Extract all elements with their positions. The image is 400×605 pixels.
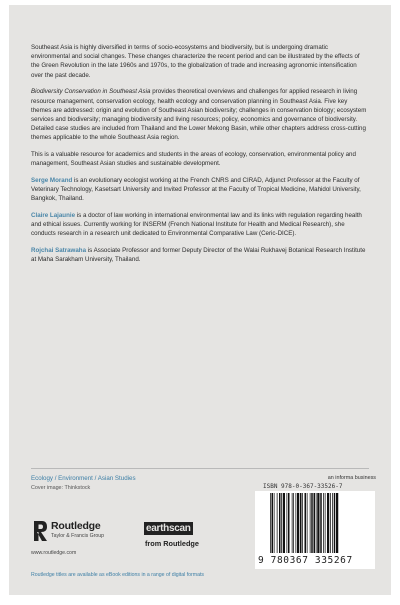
isbn-label: ISBN 978-0-367-33526-7 [263,483,343,490]
barcode-bar [314,493,316,553]
earthscan-logo [144,522,208,554]
barcode-bar [270,493,271,553]
barcode-bar [334,493,336,553]
back-cover [9,5,391,595]
barcode-area [255,475,376,573]
barcode-bar [300,493,302,553]
barcode-bar [281,493,282,553]
imprint-wordmark: earthscan [146,523,191,534]
barcode-bar [293,493,294,553]
publisher-url: www.routledge.com [31,550,77,556]
barcode-bar [274,493,275,553]
description-paragraph-2 [31,87,367,142]
barcode-bar [283,493,285,553]
barcode-bar [332,493,333,553]
barcode-bar [316,493,317,553]
subject-categories: Ecology / Environment / Asian Studies [31,475,136,482]
author-name: Rojchai Satrawaha [31,247,87,255]
barcode-bar [325,493,326,553]
description-paragraph-1: Southeast Asia is highly diversified in terms of socio-ecosystems and biodiversity, but is undergoing dramatic environmental and social changes. These changes characterize the recent period and can be illustrated by the effects of the Green Revolution in the late 1960s and 1970s, to the globalization of trade and increasing agronomic intensification over the past decade. [31,44,360,79]
description-block [31,43,367,272]
barcode-bar [272,493,274,553]
description-paragraph-2-text: provides theoretical overviews and challenges for applied research in living resource management, conservation ecology, health ecology and conservation planning in Southeast Asia. Five key themes are addressed: origin and evolution of Southeast Asian biodiversity; challenges in conservation biology; ecosystem services and biodiversity; managing biodiversity and living resources; policy, economics and governance of biodiversity. Detailed case studies are included from Thailand and the Lower Mekong Basin, while other chapters address cross-cutting themes applicable to the whole Southeast Asia region. [31,88,367,142]
barcode-bar [296,493,297,553]
barcode-bar [302,493,303,553]
barcode-bars [268,493,364,559]
barcode-bar [307,493,308,553]
cover-image-credit: Cover image: Thinkstock [31,485,91,491]
footer-divider [31,468,369,469]
routledge-mark-icon [31,520,48,542]
barcode-bar [287,493,288,553]
barcode-bar [305,493,307,553]
author-name: Serge Morand [31,176,73,184]
author-bio-text: is an evolutionary ecologist working at the French CNRS and CIRAD, Adjunct Professor at the Faculty of Veterinary Technology, Kasetsart University and Invited Professor at the Faculty of Tropical Medicine, Mahidol University, Bangkok, Thailand. [31,176,361,203]
barcode-bar [320,493,322,553]
publisher-group: Taylor & Francis Group [51,533,105,539]
author-bio-2 [31,211,367,239]
routledge-logo [31,517,136,545]
barcode-bar [310,493,311,553]
barcode-bar [297,493,299,553]
author-name: Claire Lajaunie [31,212,76,220]
barcode-bar [317,493,319,553]
barcode-bar [279,493,281,553]
author-bio-text: is Associate Professor and former Deputy Director of the Walai Rukhavej Botanical Research Institute at Maha Sarakham University, Thailand. [31,247,366,264]
book-title: Biodiversity Conservation in Southeast Asia [31,88,151,96]
barcode [255,491,375,569]
informa-label: an informa business [327,475,376,481]
barcode-bar [311,493,313,553]
barcode-bar [288,493,290,553]
author-bio-1 [31,176,367,204]
barcode-bar [330,493,331,553]
barcode-bar [323,493,324,553]
barcode-bar [277,493,278,553]
barcode-bar [336,493,338,553]
imprint-from: from Routledge [145,539,199,548]
barcode-bar [292,493,293,553]
author-bio-text: is a doctor of law working in international environmental law and its links with regulation regarding health and ethical issues. Currently working for INSERM (French National Institute for Health and Medical Research), she conducts research in a research unit dedicated to Environmental Comparative Law (Ceric-DICE). [31,212,362,238]
barcode-number: 9 780367 335267 [258,555,353,566]
publisher-name: Routledge [51,520,101,532]
ebook-note: Routledge titles are available as eBook editions in a range of digital formats [31,572,205,578]
barcode-bar [327,493,329,553]
description-paragraph-3: This is a valuable resource for academics and students in the areas of ecology, conservation, environmental policy and management, Southeast Asian studies and sustainable development. [31,151,356,168]
author-bio-3 [31,246,367,264]
